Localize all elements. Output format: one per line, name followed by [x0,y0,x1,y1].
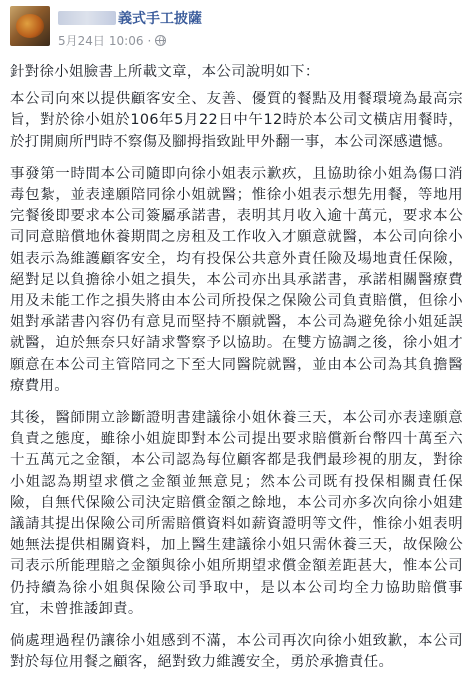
post-date[interactable]: 5月24日 [58,34,105,48]
blurred-name-region [58,11,116,25]
post-paragraph: 事發第一時間本公司隨即向徐小姐表示歉疚，且協助徐小姐為傷口消毒包紮，並表達願陪同徐小姐就醫；惟徐小姐表示想先用餐，等地用完餐後即要求本公司簽屬承諾書，表明其月收入逾十萬元，要求本公司同意賠償地休養期間之房租及工作收入才願意就醫，本公司向徐小姐表示為維護顧客安全，均有投保公共意外責任險及場地責任保險，絕對足以負擔徐小姐之損失，本公司亦出具承諾書，承諾相關醫療費用及未能工作之損失將由本公司所投保之保險公司負責賠償，但徐小姐對承諾書內容仍有意見而堅持不願就醫，本公司為避免徐小姐延誤就醫，迫於無奈只好請求警察予以協助。在雙方協調之後，徐小姐才願意在本公司主管陪同之下至大同醫院就醫，並由本公司為其負擔醫療費用。 [10,165,463,394]
post-paragraph: 本公司向來以提供顧客安全、友善、優質的餐點及用餐環境為最高宗旨，對於徐小姐於106年5月22日中午12時於本公司文橫店用餐時，於打開廁所門時不察傷及腳拇指致趾甲外翻一事，本公司深感遺憾。 [10,91,463,150]
post-body [10,62,463,673]
post-time[interactable]: 10:06 [108,33,144,48]
post-header [10,6,463,62]
page-name-text: 義式手工披薩 [118,11,202,27]
page-avatar[interactable] [10,6,50,46]
post-paragraph: 倘處理過程仍讓徐小姐感到不滿，本公司再次向徐小姐致歉，本公司對於每位用餐之顧客，絕對致力維護安全，勇於承擔責任。 [10,633,463,671]
separator-dot: · [147,33,152,48]
post-timestamp-row [58,32,202,49]
pizza-image [16,14,44,38]
globe-icon[interactable] [155,35,166,46]
post-paragraph: 其後，醫師開立診斷證明書建議徐小姐休養三天，本公司亦表達願意負責之態度，雖徐小姐旋即對本公司提出要求賠償新台幣四十萬至六十五萬元之金額，本公司認為每位顧客都是我們最珍視的朋友，對徐小姐認為期望求償之金額並無意見；然本公司既有投保相關責任保險，自無代保險公司決定賠償金額之餘地，本公司亦多次向徐小姐建議請其提出保險公司所需賠償資料如薪資證明等文件，惟徐小姐表明她無法提供相關資料，加上醫生建議徐小姐只需休養三天，故保險公司表示所能理賠之金額與徐小姐所期望求償金額差距甚大，惟本公司仍持續為徐小姐與保險公司爭取中，是以本公司均全力協助賠償事宜，未曾推諉卸責。 [10,410,463,617]
page-name-link[interactable] [58,8,202,28]
post-meta [58,6,202,49]
post-paragraph: 針對徐小姐臉書上所載文章，本公司說明如下： [10,64,320,80]
